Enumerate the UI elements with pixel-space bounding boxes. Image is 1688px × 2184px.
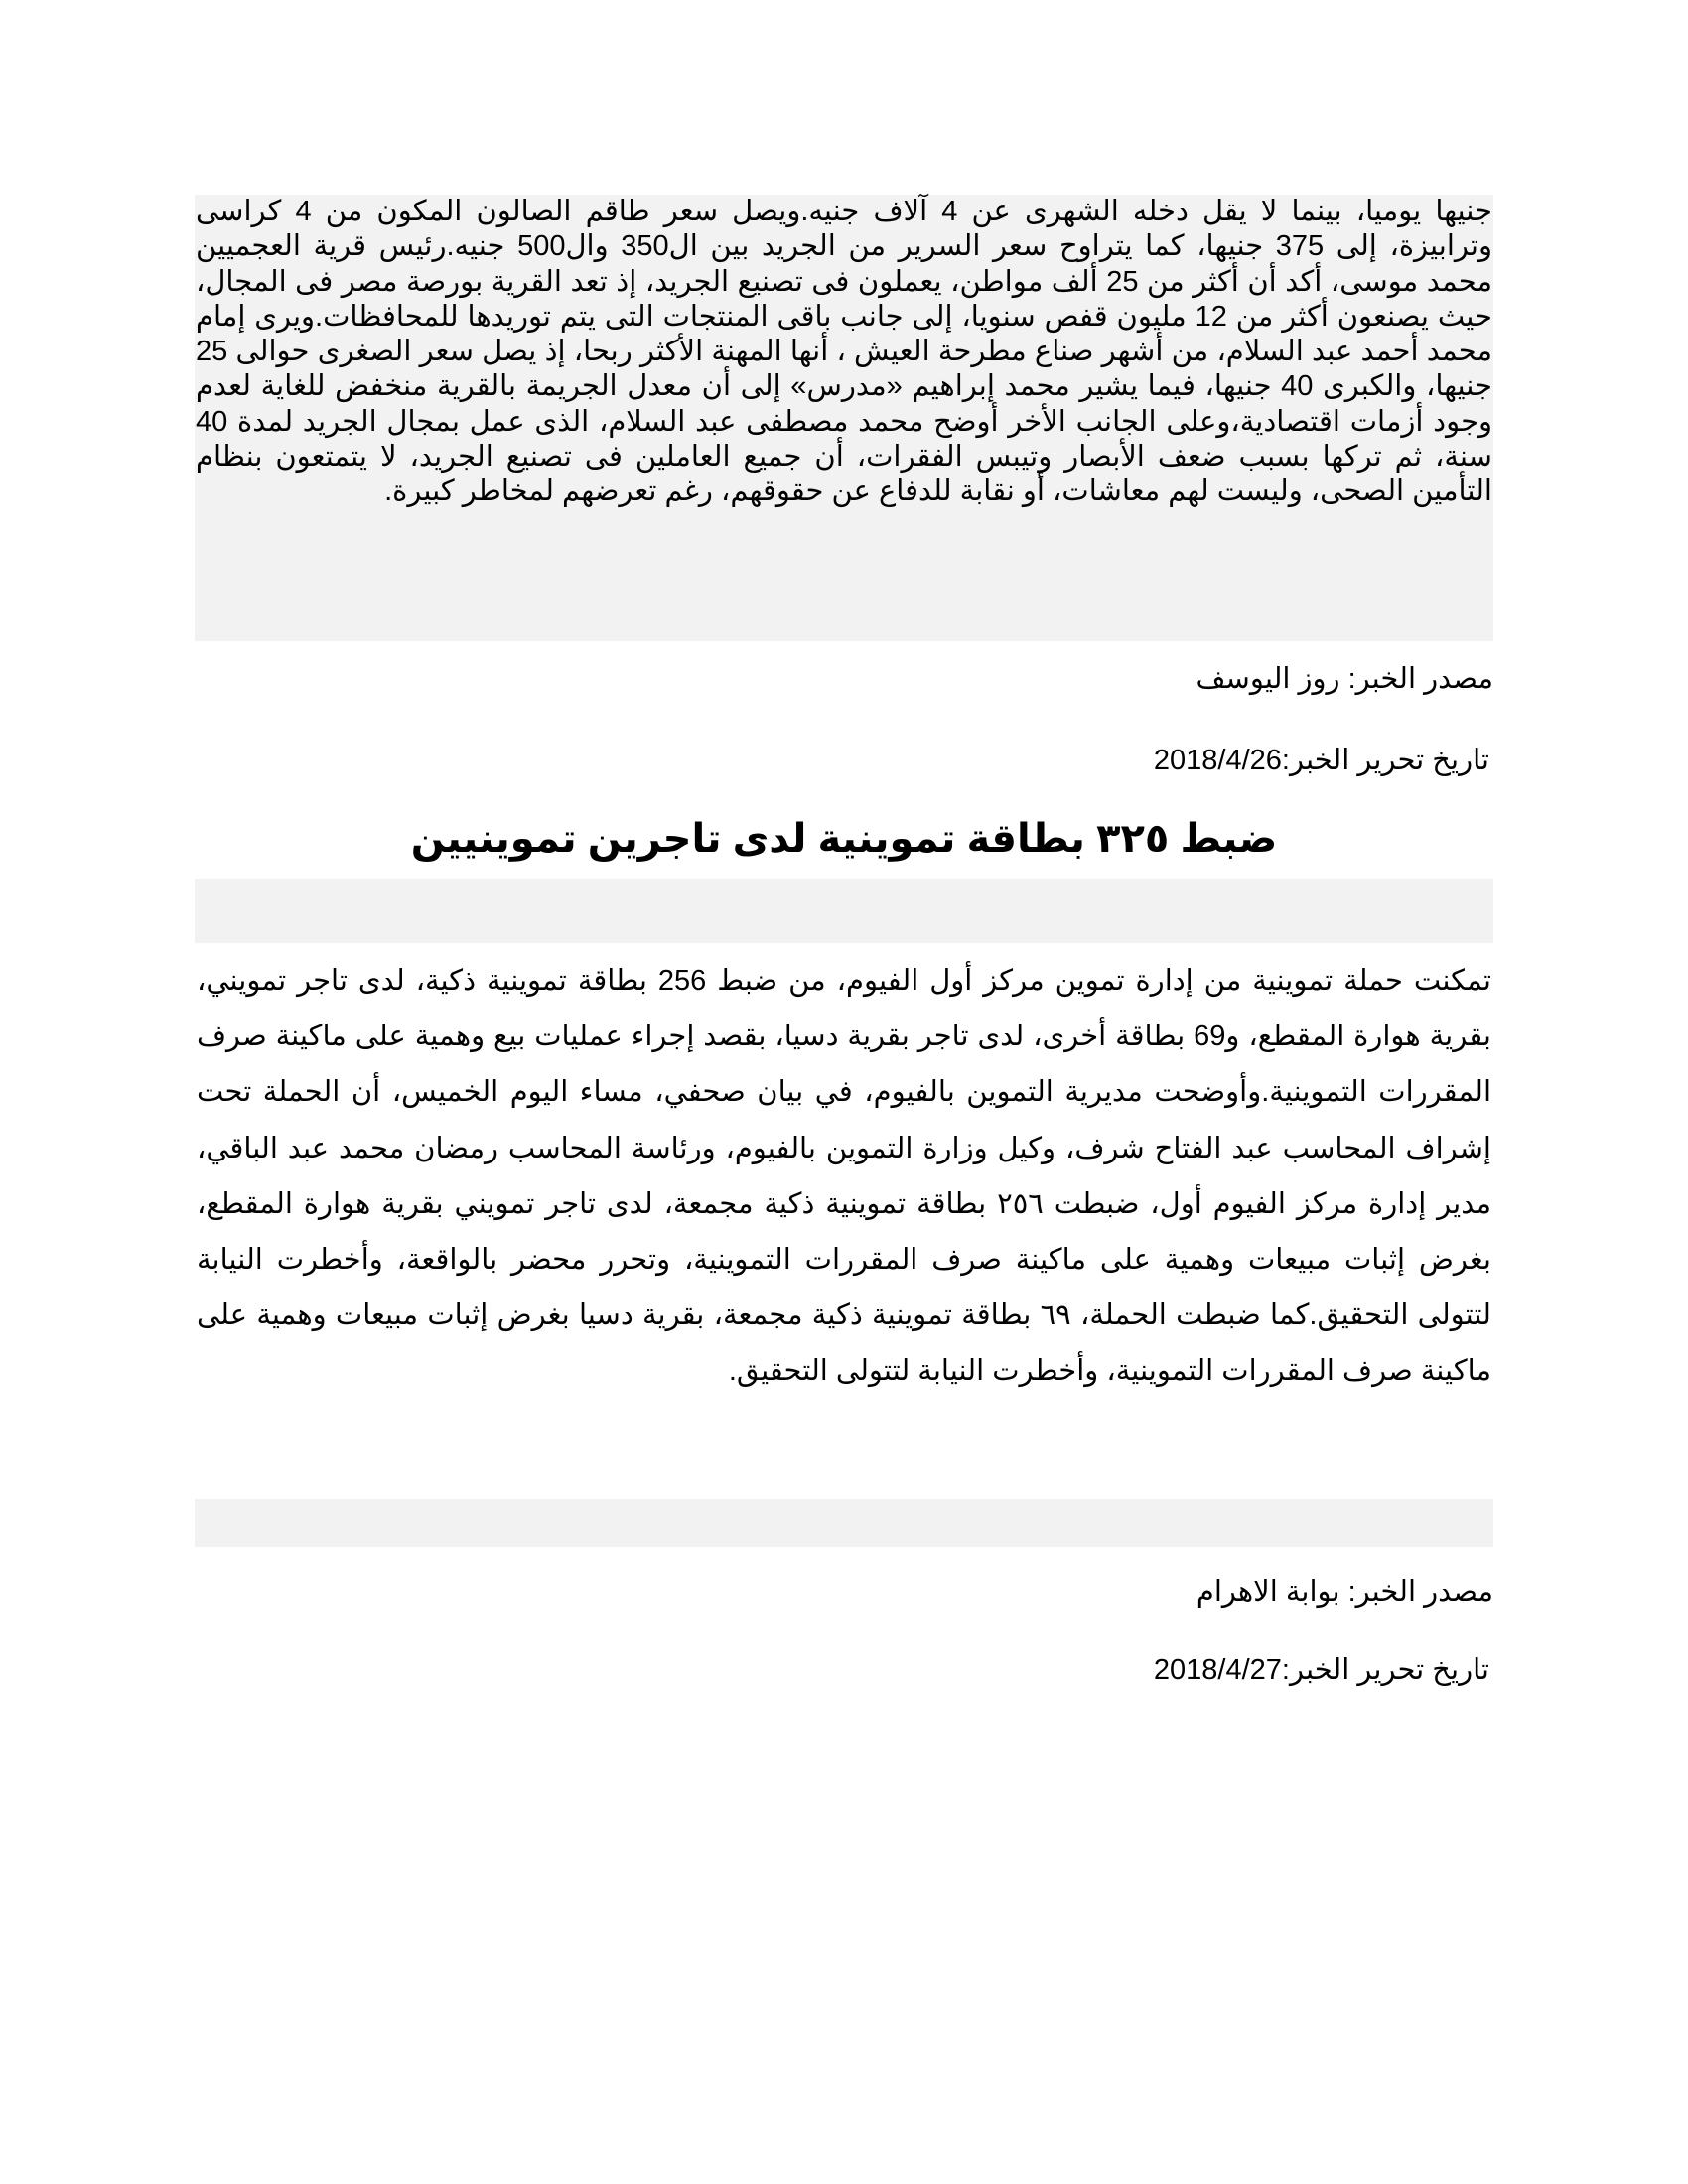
article-headline: ضبط ٣٢٥ بطاقة تموينية لدى تاجرين تموينيين: [410, 817, 1278, 861]
shaded-spacer: [195, 1499, 1493, 1547]
article-body-continued: جنيها يوميا، بينما لا يقل دخله الشهرى عن 4 آلاف جنيه.ويصل سعر طاقم الصالون المكون من 4 كراسى وترابيزة، إلى 375 جنيها، كما يتراوح سعر السرير من الجريد بين ال350 وال500 جنيه.رئيس قرية العجميين محمد موسى، أكد أن أكثر من 25 ألف مواطن، يعملون فى تصنيع الجريد، إذ تعد القرية بورصة مصر فى المجال، حيث يصنعون أكثر من 12 مليون قفص سنويا، إلى جانب باقى المنتجات التى يتم توريدها للمحافظات.ويرى إمام محمد أحمد عبد السلام، من أشهر صناع مطرحة العيش ، أنها المهنة الأكثر ربحا، إذ يصل سعر الصغرى حوالى 25 جنيها، والكبرى 40 جنيها، فيما يشير محمد إبراهيم «مدرس» إلى أن معدل الجريمة بالقرية منخفض للغاية لعدم وجود أزمات اقتصادية،وعلى الجانب الأخر أوضح محمد مصطفى عبد السلام، الذى عمل بمجال الجريد لمدة 40 سنة، ثم تركها بسبب ضعف الأبصار وتيبس الفقرات، أن جميع العاملين فى تصنيع الجريد، لا يتمتعون بنظام التأمين الصحى، وليست لهم معاشات، أو نقابة للدفاع عن حقوقهم، رغم تعرضهم لمخاطر كبيرة.: [195, 195, 1493, 641]
news-date: تاريخ تحرير الخبر:2018/4/26: [1153, 745, 1489, 776]
news-source: مصدر الخبر: بوابة الاهرام: [1196, 1576, 1493, 1608]
shaded-spacer: [195, 879, 1493, 943]
article-body: تمكنت حملة تموينية من إدارة تموين مركز أول الفيوم، من ضبط 256 بطاقة تموينية ذكية، لدى تاجر تمويني، بقرية هوارة المقطع، و69 بطاقة أخرى، لدى تاجر بقرية دسيا، بقصد إجراء عمليات بيع وهمية على ماكينة صرف المقررات التموينية.وأوضحت مديرية التموين بالفيوم، في بيان صحفي، مساء اليوم الخميس، أن الحملة تحت إشراف المحاسب عبد الفتاح شرف، وكيل وزارة التموين بالفيوم، ورئاسة المحاسب رمضان محمد عبد الباقي، مدير إدارة مركز الفيوم أول، ضبطت ٢٥٦ بطاقة تموينية ذكية مجمعة، لدى تاجر تمويني بقرية هوارة المقطع، بغرض إثبات مبيعات وهمية على ماكينة صرف المقررات التموينية، وتحرر محضر بالواقعة، وأخطرت النيابة لتتولى التحقيق.كما ضبطت الحملة، ٦٩ بطاقة تموينية ذكية مجمعة، بقرية دسيا بغرض إثبات مبيعات وهمية على ماكينة صرف المقررات التموينية، وأخطرت النيابة لتتولى التحقيق.: [197, 965, 1491, 1388]
news-source: مصدر الخبر: روز اليوسف: [1196, 663, 1493, 695]
news-date: تاريخ تحرير الخبر:2018/4/27: [1153, 1654, 1489, 1686]
